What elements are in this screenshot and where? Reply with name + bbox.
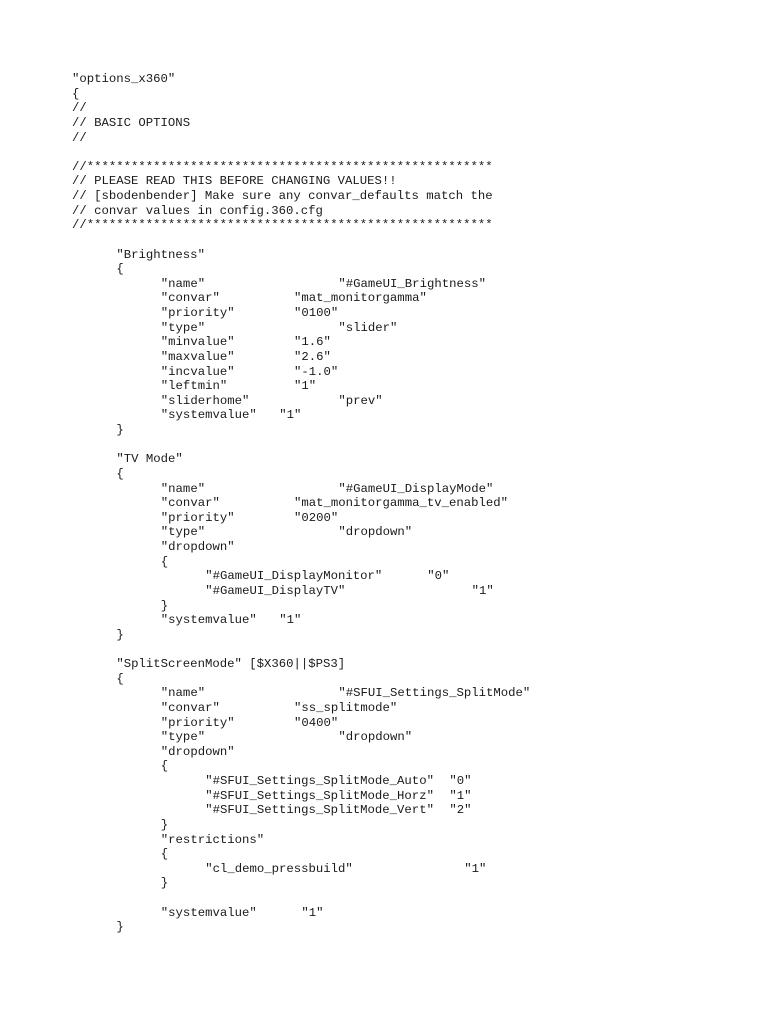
code-line: [72, 511, 752, 526]
code-value: "2.6": [294, 349, 331, 364]
code-token: //: [72, 130, 87, 145]
code-token: //: [72, 101, 87, 116]
code-token: "systemvalue": [160, 905, 257, 920]
code-token: // convar values in config.360.cfg: [72, 203, 323, 218]
code-value: "#GameUI_Brightness": [338, 276, 486, 291]
code-line: [72, 306, 752, 321]
code-token: {: [160, 847, 169, 862]
code-token: //*******************************************************: [72, 218, 493, 233]
code-token: "minvalue": [160, 335, 235, 350]
code-line: [72, 701, 752, 716]
code-line: [72, 672, 752, 687]
code-value: "1": [301, 905, 324, 920]
code-line: [72, 204, 752, 219]
code-value: "1": [294, 379, 317, 394]
code-token: "options_x360": [72, 72, 176, 86]
code-token: "systemvalue": [160, 613, 257, 628]
code-value: "ss_splitmode": [294, 700, 398, 715]
code-line: [72, 730, 752, 745]
code-value: "2": [449, 803, 472, 818]
code-line: [72, 467, 752, 482]
code-token: "#GameUI_DisplayMonitor": [205, 569, 383, 584]
code-token: "convar": [160, 700, 220, 715]
code-line: [72, 131, 752, 146]
code-value: "1": [279, 613, 302, 628]
code-token: // [sbodenbender] Make sure any convar_defaults match the: [72, 189, 493, 203]
code-line: [72, 365, 752, 380]
code-line: [72, 335, 752, 350]
code-line: [72, 277, 752, 292]
blank-line: [72, 233, 752, 248]
code-token: "dropdown": [160, 744, 235, 759]
code-line: [72, 906, 752, 921]
code-token: "convar": [160, 291, 220, 306]
code-line: [72, 248, 752, 263]
code-line: [72, 160, 752, 175]
code-line: [72, 101, 752, 116]
blank-line: [72, 438, 752, 453]
code-value: "mat_monitorgamma_tv_enabled": [294, 496, 509, 511]
code-token: "type": [160, 320, 206, 335]
code-value: "dropdown": [338, 730, 413, 745]
code-token: }: [116, 627, 124, 642]
code-token: "name": [160, 481, 206, 496]
code-token: "priority": [160, 306, 235, 320]
code-token: {: [160, 759, 169, 774]
code-line: [72, 657, 752, 672]
code-token: "#SFUI_Settings_SplitMode_Auto": [205, 774, 434, 788]
blank-line: [72, 642, 752, 657]
code-value: "dropdown": [338, 525, 413, 540]
code-token: "cl_demo_pressbuild": [205, 861, 353, 876]
code-value: "0400": [294, 715, 339, 730]
code-token: "SplitScreenMode" [$X360||$PS3]: [116, 657, 346, 671]
code-line: [72, 496, 752, 511]
code-token: "dropdown": [160, 540, 235, 554]
code-value: "1": [279, 408, 302, 423]
code-value: "mat_monitorgamma": [294, 291, 427, 306]
code-token: {: [72, 86, 80, 101]
code-token: "priority": [160, 510, 235, 525]
code-line: [72, 87, 752, 102]
code-value: "-1.0": [294, 364, 339, 379]
code-token: "leftmin": [160, 379, 228, 394]
code-token: "maxvalue": [160, 349, 235, 364]
code-line: [72, 262, 752, 277]
code-value: "#GameUI_DisplayMode": [338, 481, 494, 496]
code-value: "1": [449, 788, 472, 803]
code-token: }: [160, 876, 169, 891]
code-line: [72, 452, 752, 467]
code-token: "TV Mode": [116, 452, 183, 467]
code-token: {: [116, 466, 124, 481]
code-line: [72, 569, 752, 584]
code-token: }: [160, 817, 169, 832]
code-token: // PLEASE READ THIS BEFORE CHANGING VALUES!!: [72, 174, 397, 189]
code-line: [72, 789, 752, 804]
code-line: [72, 628, 752, 643]
code-token: "type": [160, 730, 206, 745]
code-value: "1": [464, 861, 487, 876]
code-token: "#SFUI_Settings_SplitMode_Vert": [205, 803, 434, 818]
code-line: [72, 759, 752, 774]
code-token: "type": [160, 525, 206, 540]
blank-line: [72, 145, 752, 160]
code-token: }: [116, 423, 124, 437]
code-token: {: [116, 262, 124, 277]
code-value: "1.6": [294, 335, 331, 350]
code-token: "Brightness": [116, 247, 205, 262]
code-line: [72, 716, 752, 731]
config-document: [72, 72, 752, 935]
code-token: {: [116, 671, 124, 686]
code-line: [72, 189, 752, 204]
code-value: "#SFUI_Settings_SplitMode": [338, 686, 531, 701]
code-token: //*******************************************************: [72, 159, 493, 174]
code-line: [72, 745, 752, 760]
blank-line: [72, 891, 752, 906]
code-line: [72, 321, 752, 336]
code-token: }: [160, 598, 169, 613]
code-token: "priority": [160, 715, 235, 730]
code-token: "#GameUI_DisplayTV": [205, 583, 346, 598]
code-line: [72, 876, 752, 891]
code-value: "0200": [294, 510, 339, 525]
code-line: [72, 291, 752, 306]
code-line: [72, 350, 752, 365]
code-line: [72, 686, 752, 701]
code-line: [72, 525, 752, 540]
code-line: [72, 408, 752, 423]
code-value: "prev": [338, 393, 383, 408]
code-line: [72, 774, 752, 789]
code-line: [72, 379, 752, 394]
code-line: [72, 540, 752, 555]
code-value: "0": [449, 774, 472, 788]
code-line: [72, 862, 752, 877]
code-value: "0100": [294, 306, 339, 320]
code-token: "name": [160, 686, 206, 701]
code-line: [72, 584, 752, 599]
code-line: [72, 423, 752, 438]
code-line: [72, 116, 752, 131]
code-line: [72, 599, 752, 614]
code-line: [72, 920, 752, 935]
code-line: [72, 218, 752, 233]
code-value: "1": [471, 583, 494, 598]
code-line: [72, 847, 752, 862]
code-value: "slider": [338, 320, 398, 335]
code-token: "#SFUI_Settings_SplitMode_Horz": [205, 788, 434, 803]
code-token: }: [116, 920, 124, 935]
code-line: [72, 555, 752, 570]
code-line: [72, 72, 752, 87]
code-token: "convar": [160, 496, 220, 511]
code-line: [72, 833, 752, 848]
code-token: "restrictions": [160, 832, 265, 847]
code-line: [72, 818, 752, 833]
code-line: [72, 394, 752, 409]
code-token: // BASIC OPTIONS: [72, 115, 191, 130]
code-line: [72, 482, 752, 497]
code-line: [72, 174, 752, 189]
code-token: "sliderhome": [160, 393, 250, 408]
code-token: "name": [160, 276, 206, 291]
code-token: {: [160, 554, 169, 569]
code-line: [72, 613, 752, 628]
code-value: "0": [427, 569, 450, 584]
code-token: "systemvalue": [160, 408, 257, 423]
code-token: "incvalue": [160, 364, 235, 379]
code-line: [72, 803, 752, 818]
